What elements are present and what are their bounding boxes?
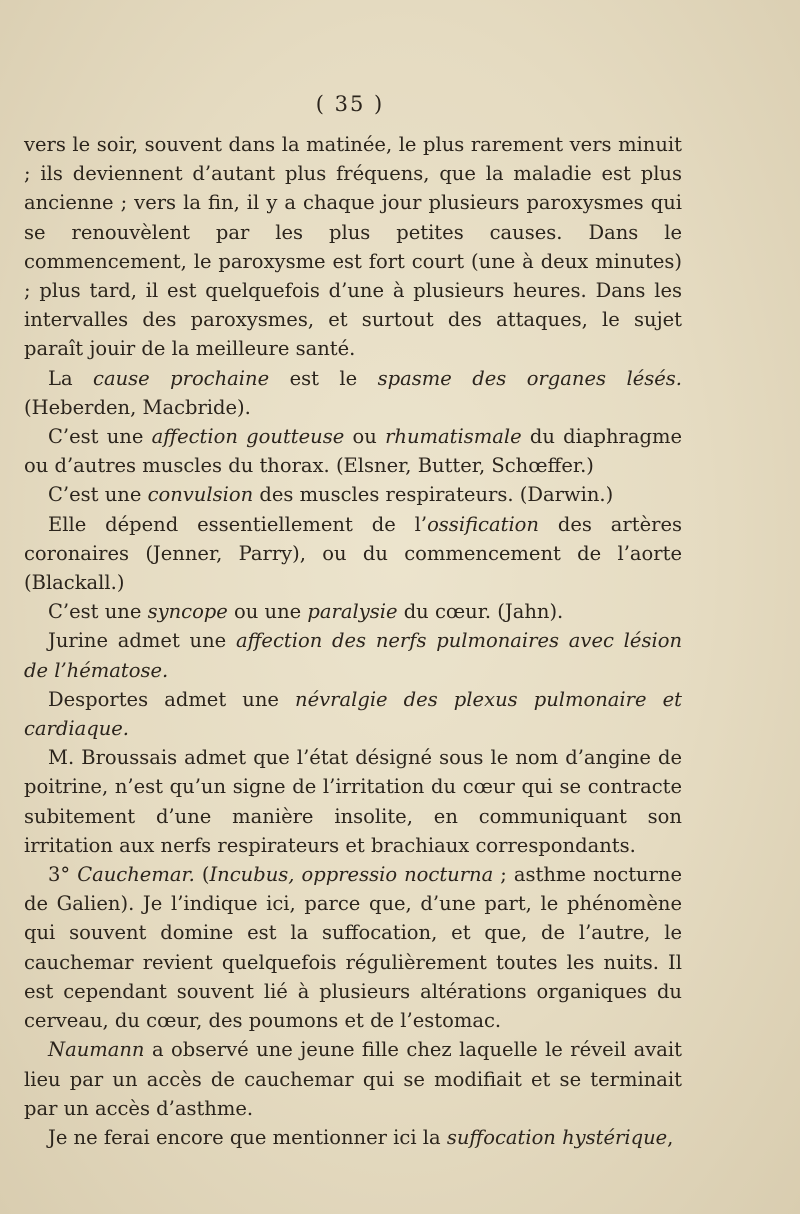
paragraph (24, 510, 682, 598)
text-run: La (48, 366, 94, 390)
text-run: vers le soir, souvent dans la matinée, le plus rarement vers minuit ; ils deviennent d’autant plus fréquens, que la maladie est plus ancienne ; vers la fin, il y a chaque jour plusieurs paroxysmes qui se renouvèlent par les plus petites causes. Dans le commencement, le paroxysme est fort court (une à deux minutes) ; plus tard, il est quelquefois d’une à plusieurs heures. Dans les intervalles des paroxysmes, et surtout des attaques, le sujet paraît jouir de la meilleure santé. (24, 133, 682, 361)
text-run: ou (344, 425, 386, 449)
italic-text: névralgie des plexus pulmonaire et cardiaque. (24, 687, 682, 741)
text-run: , (667, 1125, 674, 1149)
italic-text: convulsion (147, 483, 254, 507)
paragraph (24, 597, 682, 626)
paragraph (24, 364, 682, 422)
text-run: C’est une (48, 483, 148, 507)
paragraph (24, 480, 682, 509)
italic-text: suffocation hystérique (446, 1125, 668, 1149)
italic-text: Naumann (48, 1038, 145, 1062)
text-run: M. Broussais admet que l’état désigné sous le nom d’angine de poitrine, n’est qu’un signe de l’irritation du cœur qui se contracte subitement d’une manière insolite, en communiquant son irritation aux nerfs respirateurs et brachiaux correspondants. (24, 746, 682, 857)
paragraph (24, 626, 682, 684)
text-run: a observé une jeune fille chez laquelle le réveil avait lieu par un accès de cauchemar qui se modifiait et se terminait par un accès d’asthme. (24, 1038, 682, 1120)
italic-text: Incubus, oppressio nocturna (209, 863, 494, 887)
paragraph (24, 1035, 682, 1123)
italic-text: spasme des organes lésés. (377, 366, 682, 390)
italic-text: cause prochaine (93, 366, 270, 390)
italic-text: affection des nerfs pulmonaires avec lésion de l’hématose. (24, 629, 682, 682)
text-run: (Heberden, Macbride). (24, 395, 251, 419)
text-run: Desportes admet une (48, 687, 296, 711)
body-text (24, 130, 682, 1152)
text-run: ( (194, 863, 210, 887)
text-run: C’est une (48, 600, 148, 624)
text-run: Je ne ferai encore que mentionner ici la (48, 1125, 447, 1149)
paragraph (24, 743, 682, 860)
paragraph (24, 1123, 682, 1152)
paragraph (24, 860, 682, 1035)
italic-text: paralysie (307, 600, 398, 624)
text-run: des artères coronaires (Jenner, Parry), ou du commencement de l’aorte (Blackall.) (24, 512, 682, 595)
text-run: ; asthme nocturne de Galien). Je l’indique ici, parce que, d’une part, le phénomène qui souvent domine est la suffocation, et que, de l’autre, le cauchemar revient quelquefois régulièrement toutes les nuits. Il est cependant souvent lié à plusieurs altérations organiques du cerveau, du cœur, des poumons et de l’estomac. (24, 863, 683, 1033)
paragraph (24, 422, 682, 480)
text-run: du diaphragme ou d’autres muscles du thorax. (Elsner, Butter, Schœffer.) (24, 425, 682, 478)
text-run: du cœur. (Jahn). (397, 600, 564, 624)
text-run: C’est une (48, 425, 152, 449)
page-number: ( 35 ) (315, 92, 385, 116)
italic-text: ossification (427, 512, 539, 536)
italic-text: Cauchemar. (77, 863, 195, 887)
text-run: Elle dépend essentiellement de l’ (48, 512, 428, 536)
text-run: 3° (48, 863, 78, 887)
italic-text: rhumatismale (385, 425, 522, 449)
text-run: ou une (227, 600, 308, 624)
italic-text: syncope (147, 600, 228, 624)
italic-text: affection goutteuse (151, 425, 345, 449)
paragraph (24, 130, 682, 364)
text-run: Jurine admet une (48, 629, 236, 653)
paragraph (24, 685, 682, 743)
text-run: des muscles respirateurs. (Darwin.) (253, 483, 614, 507)
text-run: est le (269, 366, 378, 390)
